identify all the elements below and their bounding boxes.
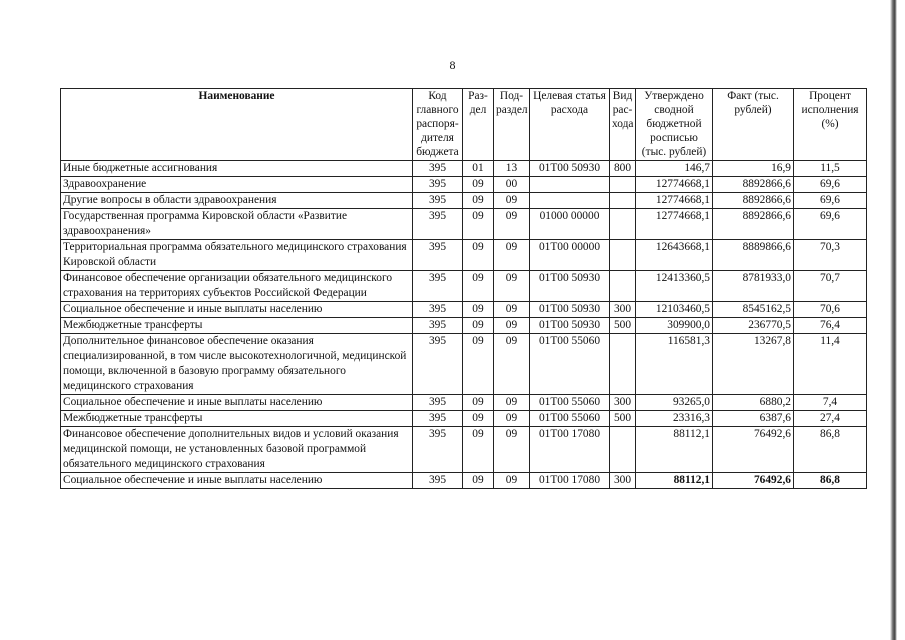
cell-type <box>610 334 636 395</box>
cell-approved: 12774668,1 <box>636 209 713 240</box>
cell-code: 395 <box>413 193 463 209</box>
cell-subsection: 13 <box>494 161 530 177</box>
cell-name: Территориальная программа обязательного медицинского страхования Кировской области <box>61 240 413 271</box>
cell-type: 300 <box>610 473 636 489</box>
header-type: Вид рас-хода <box>610 89 636 161</box>
cell-approved: 12774668,1 <box>636 193 713 209</box>
cell-name: Государственная программа Кировской области «Развитие здравоохранения» <box>61 209 413 240</box>
cell-percent: 69,6 <box>794 193 867 209</box>
cell-subsection: 09 <box>494 411 530 427</box>
cell-section: 09 <box>463 411 494 427</box>
cell-type: 300 <box>610 302 636 318</box>
cell-code: 395 <box>413 209 463 240</box>
cell-approved: 12103460,5 <box>636 302 713 318</box>
cell-section: 09 <box>463 271 494 302</box>
cell-code: 395 <box>413 271 463 302</box>
table-row <box>61 473 867 489</box>
cell-fact: 8889866,6 <box>713 240 794 271</box>
cell-name: Социальное обеспечение и иные выплаты населению <box>61 302 413 318</box>
cell-code: 395 <box>413 318 463 334</box>
header-name: Наименование <box>61 89 413 161</box>
cell-subsection: 09 <box>494 395 530 411</box>
header-section: Раз-дел <box>463 89 494 161</box>
cell-target: 01Т00 17080 <box>530 473 610 489</box>
cell-name: Межбюджетные трансферты <box>61 411 413 427</box>
cell-section: 09 <box>463 334 494 395</box>
cell-name: Дополнительное финансовое обеспечение оказания специализированной, в том числе высокотехнологичной, медицинской помощи, включенной в базовую программу обязательного медицинского страхования <box>61 334 413 395</box>
cell-name: Иные бюджетные ассигнования <box>61 161 413 177</box>
table-row <box>61 427 867 473</box>
cell-subsection: 09 <box>494 240 530 271</box>
cell-fact: 8892866,6 <box>713 209 794 240</box>
cell-percent: 70,3 <box>794 240 867 271</box>
cell-target: 01Т00 17080 <box>530 427 610 473</box>
cell-percent: 69,6 <box>794 177 867 193</box>
header-fact: Факт (тыс. рублей) <box>713 89 794 161</box>
cell-type <box>610 240 636 271</box>
cell-fact: 6880,2 <box>713 395 794 411</box>
table-row <box>61 302 867 318</box>
cell-type: 500 <box>610 318 636 334</box>
cell-section: 01 <box>463 161 494 177</box>
cell-name: Другие вопросы в области здравоохранения <box>61 193 413 209</box>
cell-code: 395 <box>413 427 463 473</box>
cell-type: 800 <box>610 161 636 177</box>
cell-subsection: 09 <box>494 302 530 318</box>
cell-code: 395 <box>413 411 463 427</box>
cell-subsection: 09 <box>494 473 530 489</box>
cell-fact: 76492,6 <box>713 473 794 489</box>
cell-code: 395 <box>413 395 463 411</box>
cell-percent: 86,8 <box>794 427 867 473</box>
cell-target: 01Т00 55060 <box>530 334 610 395</box>
cell-target: 01Т00 55060 <box>530 411 610 427</box>
cell-percent: 27,4 <box>794 411 867 427</box>
table-row <box>61 334 867 395</box>
cell-name: Здравоохранение <box>61 177 413 193</box>
table-header-row <box>61 89 867 161</box>
cell-subsection: 09 <box>494 271 530 302</box>
cell-percent: 70,7 <box>794 271 867 302</box>
cell-percent: 70,6 <box>794 302 867 318</box>
cell-fact: 6387,6 <box>713 411 794 427</box>
cell-section: 09 <box>463 427 494 473</box>
cell-fact: 13267,8 <box>713 334 794 395</box>
header-target: Целевая статья расхода <box>530 89 610 161</box>
cell-target: 01000 00000 <box>530 209 610 240</box>
cell-section: 09 <box>463 193 494 209</box>
cell-target <box>530 177 610 193</box>
cell-section: 09 <box>463 209 494 240</box>
cell-type <box>610 177 636 193</box>
cell-code: 395 <box>413 473 463 489</box>
cell-approved: 23316,3 <box>636 411 713 427</box>
cell-target: 01Т00 50930 <box>530 302 610 318</box>
cell-section: 09 <box>463 318 494 334</box>
cell-type <box>610 193 636 209</box>
table-row <box>61 271 867 302</box>
cell-name: Финансовое обеспечение организации обязательного медицинского страхования на территориях субъектов Российской Федерации <box>61 271 413 302</box>
page-number: 8 <box>449 58 456 72</box>
header-code: Код главного распоря-дителя бюджета <box>413 89 463 161</box>
cell-approved: 12413360,5 <box>636 271 713 302</box>
table-row <box>61 161 867 177</box>
table-row <box>61 177 867 193</box>
cell-code: 395 <box>413 240 463 271</box>
cell-subsection: 09 <box>494 318 530 334</box>
table-row <box>61 209 867 240</box>
cell-subsection: 00 <box>494 177 530 193</box>
cell-target <box>530 193 610 209</box>
cell-approved: 88112,1 <box>636 473 713 489</box>
cell-name: Социальное обеспечение и иные выплаты населению <box>61 395 413 411</box>
cell-subsection: 09 <box>494 193 530 209</box>
cell-type <box>610 209 636 240</box>
cell-name: Межбюджетные трансферты <box>61 318 413 334</box>
header-approved: Утверждено сводной бюджетной росписью (тыс. рублей) <box>636 89 713 161</box>
table-row <box>61 395 867 411</box>
cell-target: 01Т00 50930 <box>530 271 610 302</box>
cell-fact: 76492,6 <box>713 427 794 473</box>
cell-fact: 8545162,5 <box>713 302 794 318</box>
cell-section: 09 <box>463 302 494 318</box>
cell-name: Финансовое обеспечение дополнительных видов и условий оказания медицинской помощи, не установленных базовой программой обязательного медицинского страхования <box>61 427 413 473</box>
cell-fact: 236770,5 <box>713 318 794 334</box>
cell-type: 300 <box>610 395 636 411</box>
table-row <box>61 318 867 334</box>
cell-approved: 12774668,1 <box>636 177 713 193</box>
scan-edge-shadow <box>890 0 897 640</box>
header-percent: Процент исполнения (%) <box>794 89 867 161</box>
cell-section: 09 <box>463 177 494 193</box>
cell-approved: 88112,1 <box>636 427 713 473</box>
cell-code: 395 <box>413 334 463 395</box>
cell-percent: 76,4 <box>794 318 867 334</box>
cell-code: 395 <box>413 161 463 177</box>
cell-percent: 7,4 <box>794 395 867 411</box>
cell-target: 01Т00 50930 <box>530 318 610 334</box>
header-subsection: Под-раздел <box>494 89 530 161</box>
cell-section: 09 <box>463 395 494 411</box>
cell-type <box>610 427 636 473</box>
cell-type <box>610 271 636 302</box>
cell-percent: 11,5 <box>794 161 867 177</box>
cell-target: 01Т00 55060 <box>530 395 610 411</box>
cell-subsection: 09 <box>494 209 530 240</box>
cell-approved: 93265,0 <box>636 395 713 411</box>
cell-approved: 309900,0 <box>636 318 713 334</box>
budget-execution-table <box>60 88 867 489</box>
cell-fact: 8892866,6 <box>713 177 794 193</box>
table-row <box>61 240 867 271</box>
cell-percent: 86,8 <box>794 473 867 489</box>
cell-fact: 8892866,6 <box>713 193 794 209</box>
cell-fact: 16,9 <box>713 161 794 177</box>
cell-approved: 12643668,1 <box>636 240 713 271</box>
table-row <box>61 411 867 427</box>
cell-subsection: 09 <box>494 427 530 473</box>
cell-code: 395 <box>413 302 463 318</box>
cell-name: Социальное обеспечение и иные выплаты населению <box>61 473 413 489</box>
cell-section: 09 <box>463 240 494 271</box>
cell-fact: 8781933,0 <box>713 271 794 302</box>
cell-approved: 116581,3 <box>636 334 713 395</box>
cell-code: 395 <box>413 177 463 193</box>
cell-approved: 146,7 <box>636 161 713 177</box>
cell-target: 01Т00 50930 <box>530 161 610 177</box>
cell-subsection: 09 <box>494 334 530 395</box>
cell-target: 01Т00 00000 <box>530 240 610 271</box>
table-row <box>61 193 867 209</box>
cell-percent: 69,6 <box>794 209 867 240</box>
cell-percent: 11,4 <box>794 334 867 395</box>
cell-type: 500 <box>610 411 636 427</box>
cell-section: 09 <box>463 473 494 489</box>
